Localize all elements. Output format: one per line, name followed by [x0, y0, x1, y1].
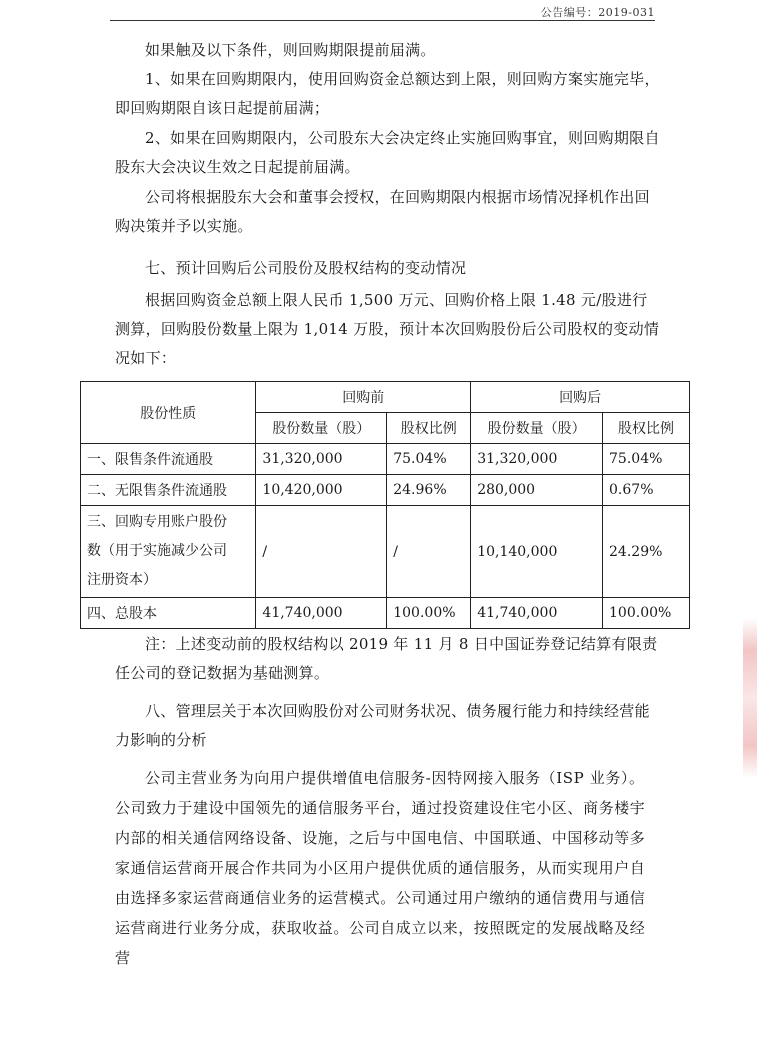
- row-share-type-line: 三、回购专用账户股份: [87, 514, 227, 530]
- header-after-ratio: 股权比例: [603, 413, 690, 444]
- row-after-ratio: 24.29%: [603, 506, 690, 598]
- header-before-qty: 股份数量（股）: [256, 413, 387, 444]
- row-share-type-line: 数（用于实施减少公司: [87, 543, 227, 559]
- header-before-ratio: 股权比例: [387, 413, 471, 444]
- row-after-ratio: 100.00%: [603, 598, 690, 629]
- row-before-ratio: 100.00%: [387, 598, 471, 629]
- row-after-qty: 10,140,000: [471, 506, 603, 598]
- row-before-ratio: 75.04%: [387, 444, 471, 475]
- equity-structure-table: [80, 381, 690, 629]
- paragraph-business: 公司主营业务为向用户提供增值电信服务-因特网接入服务（ISP 业务）。公司致力于建设中国领先的通信服务平台，通过投资建设住宅小区、商务楼宇内部的相关通信网络设备、设施，之后与中国电信、中国联通、中国移动等多家通信运营商开展合作共同为小区用户提供优质的通信服务，从而实现用户自由选择多家运营商通信业务的运营模式。公司通过用户缴纳的通信费用与通信运营商进行业务分成，获取收益。公司自成立以来，按照既定的发展战略及经营: [115, 769, 646, 967]
- row-share-type: 四、总股本: [81, 598, 256, 629]
- row-share-type: 一、限售条件流通股: [81, 444, 256, 475]
- row-share-type-line: 注册资本）: [87, 572, 157, 588]
- row-after-qty: 41,740,000: [471, 598, 603, 629]
- paragraph-authorization: 公司将根据股东大会和董事会授权，在回购期限内根据市场情况择机作出回购决策并予以实施。: [115, 188, 650, 235]
- row-after-qty: 31,320,000: [471, 444, 603, 475]
- row-before-qty: 41,740,000: [256, 598, 387, 629]
- row-before-qty: 31,320,000: [256, 444, 387, 475]
- announcement-number: 公告编号：2019-031: [540, 6, 655, 19]
- table-header-row: [81, 382, 690, 413]
- header-before-repurchase: 回购前: [256, 382, 471, 413]
- paragraph-condition-1: 1、如果在回购期限内，使用回购资金总额达到上限，则回购方案实施完毕，即回购期限自该日起提前届满；: [115, 70, 660, 117]
- table-note: 注：上述变动前的股权结构以 2019 年 11 月 8 日中国证券登记结算有限责任公司的登记数据为基础测算。: [115, 635, 658, 682]
- row-before-ratio: 24.96%: [387, 475, 471, 506]
- paragraph-condition-2: 2、如果在回购期限内，公司股东大会决定终止实施回购事宜，则回购期限自股东大会决议生效之日起提前届满。: [115, 129, 660, 176]
- row-before-ratio: /: [387, 506, 471, 598]
- row-after-qty: 280,000: [471, 475, 603, 506]
- row-before-qty: /: [256, 506, 387, 598]
- section-8-title: 八、管理层关于本次回购股份对公司财务状况、债务履行能力和持续经营能力影响的分析: [115, 702, 650, 749]
- row-after-ratio: 0.67%: [603, 475, 690, 506]
- row-after-ratio: 75.04%: [603, 444, 690, 475]
- paragraph-conditions: 如果触及以下条件，则回购期限提前届满。: [145, 41, 436, 59]
- paragraph-estimate: 根据回购资金总额上限人民币 1,500 万元、回购价格上限 1.48 元/股进行测算，回购股份数量上限为 1,014 万股，预计本次回购股份后公司股权的变动情况如下：: [115, 291, 660, 367]
- header-after-repurchase: 回购后: [471, 382, 690, 413]
- header-share-type: 股份性质: [81, 382, 256, 444]
- row-share-type: [81, 506, 256, 598]
- header-after-qty: 股份数量（股）: [471, 413, 603, 444]
- table-row: [81, 444, 690, 475]
- table-row: [81, 506, 690, 598]
- table-row: [81, 598, 690, 629]
- row-share-type: 二、无限售条件流通股: [81, 475, 256, 506]
- table-row: [81, 475, 690, 506]
- section-7-title: 七、预计回购后公司股份及股权结构的变动情况: [145, 259, 467, 277]
- seal-stamp-edge: [743, 618, 757, 778]
- row-before-qty: 10,420,000: [256, 475, 387, 506]
- header-divider: [110, 20, 655, 21]
